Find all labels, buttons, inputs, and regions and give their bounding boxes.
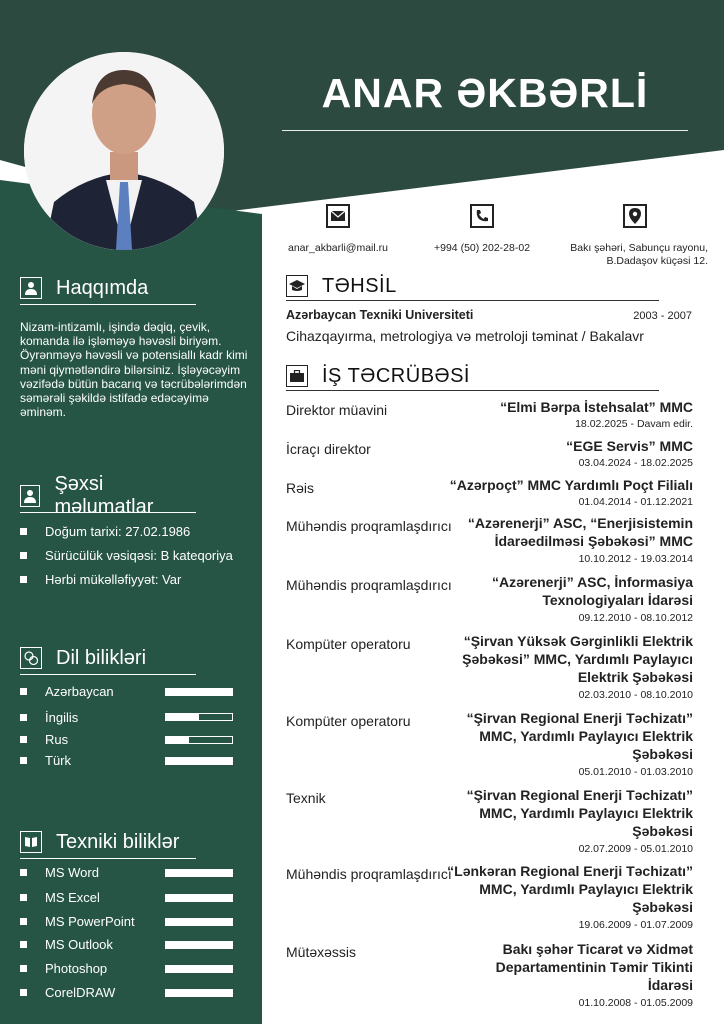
name-divider xyxy=(282,130,688,131)
job-role: Mühəndis proqramlaşdırıcı xyxy=(286,866,452,882)
list-item: Sürücülük vəsiqəsi: B kateqoriya xyxy=(20,548,233,563)
job-company: Bakı şəhər Ticarət və Xidmət Departamentinin Təmir Tikinti İdarəsi xyxy=(495,941,693,993)
phone-text: +994 (50) 202-28-02 xyxy=(434,242,531,254)
skills-list xyxy=(20,865,250,1005)
person-icon xyxy=(20,277,42,299)
phone-icon xyxy=(470,204,494,228)
list-item: Photoshop xyxy=(20,961,107,976)
experience-title: İŞ TƏCRÜBƏSİ xyxy=(322,364,470,387)
job-dates: 05.01.2010 - 01.03.2010 xyxy=(578,766,693,778)
address-line-2: B.Dadaşov küçəsi 12. xyxy=(606,255,708,267)
mail-icon xyxy=(326,204,350,228)
graduation-cap-icon xyxy=(286,275,308,297)
job-entry xyxy=(286,399,693,432)
briefcase-icon xyxy=(286,365,308,387)
person-icon xyxy=(20,485,40,507)
job-company: “Elmi Bərpa İstehsalat” MMC xyxy=(500,399,693,415)
job-dates: 09.12.2010 - 08.10.2012 xyxy=(578,612,693,624)
job-company: “Azərenerji” ASC, İnformasiya Texnologiyaları İdarəsi xyxy=(492,574,693,608)
job-role: Kompüter operatoru xyxy=(286,636,411,652)
list-item: MS Outlook xyxy=(20,937,113,952)
job-role: Texnik xyxy=(286,790,326,806)
job-company: “Şirvan Yüksək Gərginlikli Elektrik Şəbəkəsi” MMC, Yardımlı Paylayıcı Elektrik Şəbəkəsi xyxy=(462,633,693,685)
job-company: “Azərpoçt” MMC Yardımlı Poçt Filialı xyxy=(449,477,693,493)
job-dates: 01.10.2008 - 01.05.2009 xyxy=(578,997,693,1009)
about-text: Nizam-intizamlı, işində dəqiq, çevik, komanda ilə işləməyə həvəsli biriyəm. Öyrənməyə həvəsli və potensiallı kadr kimi məni qiymətləndirə bilərsiniz. İşləyəcəyim vəzifədə bütün bacarıq və təcrübələrimdən səmərəli şəkildə istifadə edəcəyimə əminəm. xyxy=(20,320,248,420)
job-company: “Lənkəran Regional Enerji Təchizatı” MMC, Yardımlı Paylayıcı Elektrik Şəbəkəsi xyxy=(447,863,693,915)
job-dates: 18.02.2025 - Davam edir. xyxy=(575,418,693,430)
job-dates: 19.06.2009 - 01.07.2009 xyxy=(578,919,693,931)
language-level-bar xyxy=(165,757,233,765)
job-entry xyxy=(286,477,693,510)
list-item: Hərbi mükəlləfiyyət: Var xyxy=(20,572,181,587)
job-role: Rəis xyxy=(286,480,315,496)
job-dates: 03.04.2024 - 18.02.2025 xyxy=(578,457,693,469)
list-item: CorelDRAW xyxy=(20,985,115,1000)
language-level-bar xyxy=(165,736,233,744)
about-title: Haqqımda xyxy=(56,276,149,299)
skills-title: Texniki biliklər xyxy=(56,830,180,853)
address-text xyxy=(540,242,708,268)
job-role: Mütəxəssis xyxy=(286,944,357,960)
profile-photo xyxy=(24,52,224,250)
job-entry xyxy=(286,863,693,934)
skill-level-bar xyxy=(165,918,233,926)
skill-level-bar xyxy=(165,965,233,973)
list-item: MS Word xyxy=(20,865,99,880)
job-entry xyxy=(286,633,693,704)
about-heading xyxy=(20,272,196,305)
skills-heading xyxy=(20,826,196,859)
job-entry xyxy=(286,438,693,471)
job-entry xyxy=(286,787,693,858)
languages-title: Dil bilikləri xyxy=(56,646,147,669)
education-description: Cihazqayırma, metrologiya və metroloji təminat / Bakalavr xyxy=(286,328,644,344)
list-item: MS Excel xyxy=(20,890,100,905)
skill-level-bar xyxy=(165,869,233,877)
list-item: İngilis xyxy=(20,710,78,725)
job-role: Direktor müavini xyxy=(286,402,388,418)
education-years: 2003 - 2007 xyxy=(633,310,692,322)
skill-level-bar xyxy=(165,989,233,997)
job-entry xyxy=(286,710,693,781)
email-text: anar_akbarli@mail.ru xyxy=(288,242,388,254)
job-dates: 01.04.2014 - 01.12.2021 xyxy=(578,496,693,508)
list-item: Doğum tarixi: 27.02.1986 xyxy=(20,524,190,539)
job-dates: 02.03.2010 - 08.10.2010 xyxy=(578,689,693,701)
education-school: Azərbaycan Texniki Universiteti xyxy=(286,308,474,322)
language-level-bar xyxy=(165,688,233,696)
language-icon xyxy=(20,647,42,669)
location-icon xyxy=(623,204,647,228)
language-level-bar xyxy=(165,713,233,721)
job-dates: 02.07.2009 - 05.01.2010 xyxy=(578,843,693,855)
job-role: İcraçı direktor xyxy=(286,441,371,457)
skill-level-bar xyxy=(165,894,233,902)
full-name: ANAR ƏKBƏRLİ xyxy=(321,70,649,116)
languages-heading xyxy=(20,642,196,675)
list-item: Azərbaycan xyxy=(20,684,114,699)
job-role: Mühəndis proqramlaşdırıcı xyxy=(286,577,452,593)
address-line-1: Bakı şəhəri, Sabunçu rayonu, xyxy=(570,242,708,254)
job-entry xyxy=(286,515,693,568)
list-item: Türk xyxy=(20,753,71,768)
job-company: “Şirvan Regional Enerji Təchizatı” MMC, Yardımlı Paylayıcı Elektrik Şəbəkəsi xyxy=(466,787,693,839)
experience-heading xyxy=(286,362,659,391)
education-heading xyxy=(286,272,659,301)
job-entry xyxy=(286,574,693,627)
job-company: “Azərenerji” ASC, “Enerjisistemin İdarəedilməsi Şəbəkəsi” MMC xyxy=(467,515,693,549)
education-title: TƏHSİL xyxy=(322,274,397,297)
personal-title: Şəxsi məlumatlar xyxy=(54,473,154,518)
job-company: “Şirvan Regional Enerji Təchizatı” MMC, Yardımlı Paylayıcı Elektrik Şəbəkəsi xyxy=(466,710,693,762)
book-icon xyxy=(20,831,42,853)
job-dates: 10.10.2012 - 19.03.2014 xyxy=(578,553,693,565)
job-role: Mühəndis proqramlaşdırıcı xyxy=(286,518,452,534)
skill-level-bar xyxy=(165,941,233,949)
job-role: Kompüter operatoru xyxy=(286,713,411,729)
list-item: MS PowerPoint xyxy=(20,914,135,929)
job-entry xyxy=(286,941,693,1012)
languages-list xyxy=(20,684,250,774)
list-item: Rus xyxy=(20,732,68,747)
job-company: “EGE Servis” MMC xyxy=(566,438,693,454)
personal-heading xyxy=(20,473,196,518)
